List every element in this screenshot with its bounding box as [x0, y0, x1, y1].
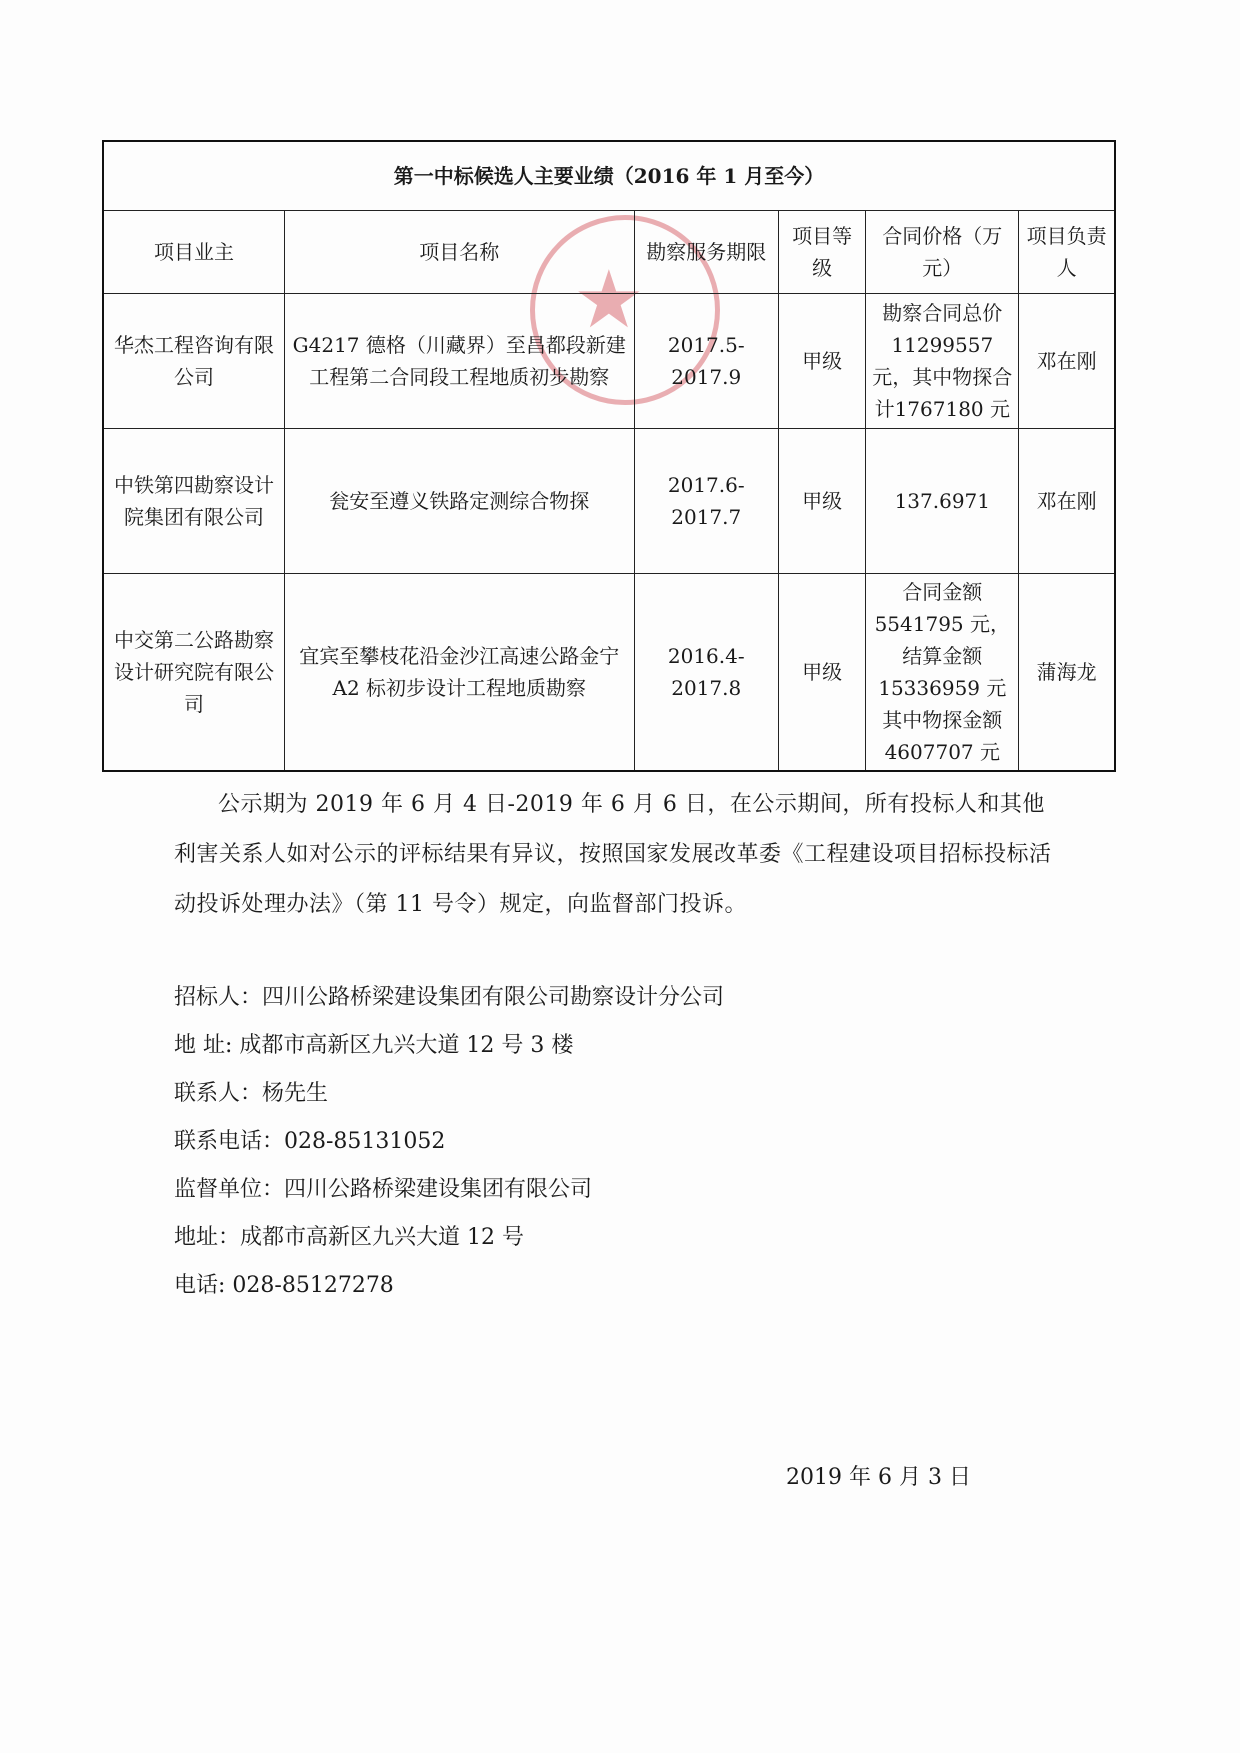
cell-grade: 甲级 — [778, 294, 865, 429]
cell-period: 2017.5-2017.9 — [634, 294, 778, 429]
performance-table — [102, 140, 1116, 772]
cell-leader: 蒲海龙 — [1019, 574, 1115, 772]
cell-owner: 中交第二公路勘察设计研究院有限公司 — [103, 574, 284, 772]
cell-leader: 邓在刚 — [1019, 429, 1115, 574]
supervisor-phone: 电话: 028-85127278 — [174, 1273, 394, 1298]
header-owner: 项目业主 — [103, 211, 284, 294]
cell-price: 合同金额5541795 元，结算金额15336959 元其中物探金额4607707 元 — [866, 574, 1019, 772]
table-row — [103, 574, 1115, 772]
document-date: 2019 年 6 月 3 日 — [786, 1465, 971, 1490]
header-leader: 项目负责人 — [1019, 211, 1115, 294]
cell-period: 2017.6-2017.7 — [634, 429, 778, 574]
header-price: 合同价格（万元） — [866, 211, 1019, 294]
cell-grade: 甲级 — [778, 429, 865, 574]
table-header-row — [103, 211, 1115, 294]
supervisor-unit: 监督单位：四川公路桥梁建设集团有限公司 — [174, 1177, 593, 1202]
cell-period: 2016.4-2017.8 — [634, 574, 778, 772]
cell-price: 137.6971 — [866, 429, 1019, 574]
star-icon: ★ — [573, 253, 645, 346]
table-row — [103, 429, 1115, 574]
header-period: 勘察服务期限 — [634, 211, 778, 294]
cell-owner: 华杰工程咨询有限公司 — [103, 294, 284, 429]
notice-paragraph: 公示期为 2019 年 6 月 4 日-2019 年 6 月 6 日，在公示期间，所有投标人和其他利害关系人如对公示的评标结果有异议，按照国家发展改革委《工程建设项目招标投标活动投诉处理办法》（第 11 号令）规定，向监督部门投诉。 — [174, 792, 1052, 917]
contact-address: 地 址: 成都市高新区九兴大道 12 号 3 楼 — [174, 1033, 574, 1058]
cell-owner: 中铁第四勘察设计院集团有限公司 — [103, 429, 284, 574]
cell-grade: 甲级 — [778, 574, 865, 772]
cell-project-name: 宜宾至攀枝花沿金沙江高速公路金宁 A2 标初步设计工程地质勘察 — [284, 574, 634, 772]
cell-project-name: 瓮安至遵义铁路定测综合物探 — [284, 429, 634, 574]
header-grade: 项目等级 — [778, 211, 865, 294]
table-row — [103, 294, 1115, 429]
contact-phone: 联系电话：028-85131052 — [174, 1129, 446, 1154]
cell-price: 勘察合同总价11299557 元，其中物探合计1767180 元 — [866, 294, 1019, 429]
contact-tenderer: 招标人：四川公路桥梁建设集团有限公司勘察设计分公司 — [174, 985, 725, 1010]
cell-project-name: G4217 德格（川藏界）至昌都段新建工程第二合同段工程地质初步勘察 — [284, 294, 634, 429]
contact-person: 联系人：杨先生 — [174, 1081, 329, 1106]
supervisor-address: 地址：成都市高新区九兴大道 12 号 — [174, 1225, 524, 1250]
cell-leader: 邓在刚 — [1019, 294, 1115, 429]
table-title: 第一中标候选人主要业绩（2016 年 1 月至今） — [103, 141, 1115, 211]
header-project-name: 项目名称 — [284, 211, 634, 294]
